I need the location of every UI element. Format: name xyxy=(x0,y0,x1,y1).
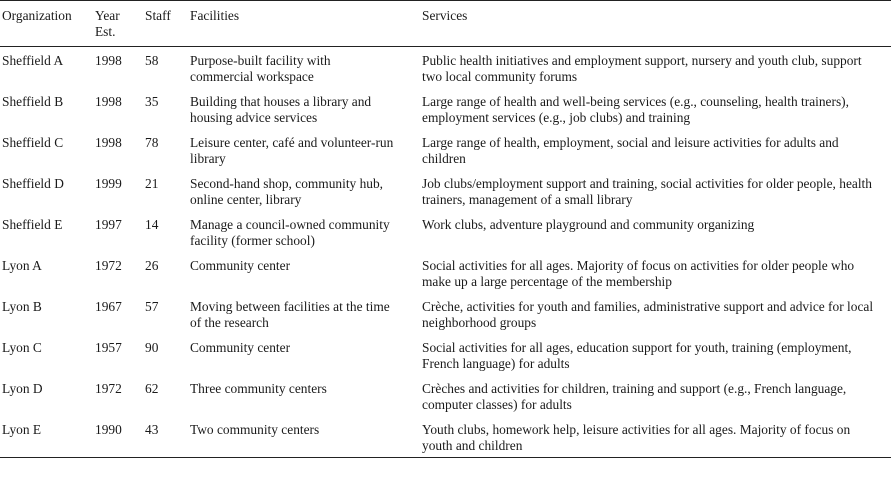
cell-services: Job clubs/employment support and training, social activities for older people, health trainers, management of a small library xyxy=(422,176,872,207)
cell-staff: 57 xyxy=(145,299,159,314)
cell-organization: Sheffield C xyxy=(2,135,64,150)
cell-year: 1997 xyxy=(95,217,122,232)
cell-year: 1972 xyxy=(95,381,122,396)
header-year: Year Est. xyxy=(95,8,120,39)
cell-organization: Lyon A xyxy=(2,258,42,273)
cell-facilities: Moving between facilities at the time of the research xyxy=(190,299,390,330)
cell-facilities: Community center xyxy=(190,258,291,273)
cell-services: Youth clubs, homework help, leisure activities for all ages. Majority of focus on youth and children xyxy=(422,422,851,453)
cell-services: Work clubs, adventure playground and community organizing xyxy=(422,217,755,232)
cell-organization: Sheffield A xyxy=(2,53,64,68)
cell-staff: 14 xyxy=(145,217,159,232)
header-services: Services xyxy=(422,8,468,23)
cell-organization: Lyon D xyxy=(2,381,43,396)
cell-staff: 62 xyxy=(145,381,159,396)
cell-organization: Lyon E xyxy=(2,422,42,437)
header-staff: Staff xyxy=(145,8,171,23)
table-row xyxy=(0,88,891,129)
cell-facilities: Two community centers xyxy=(190,422,320,437)
header-organization: Organization xyxy=(2,8,72,23)
table-row xyxy=(0,129,891,170)
cell-year: 1990 xyxy=(95,422,122,437)
cell-year: 1999 xyxy=(95,176,122,191)
cell-facilities: Manage a council-owned community facility (former school) xyxy=(190,217,390,248)
cell-staff: 21 xyxy=(145,176,159,191)
cell-year: 1972 xyxy=(95,258,122,273)
cell-staff: 58 xyxy=(145,53,159,68)
cell-facilities: Building that houses a library and housing advice services xyxy=(190,94,372,125)
table-row xyxy=(0,293,891,334)
cell-services: Social activities for all ages. Majority of focus on activities for older people who make up a large percentage of the membership xyxy=(422,258,855,289)
cell-year: 1998 xyxy=(95,53,122,68)
cell-services: Crèches and activities for children, training and support (e.g., French language, computer classes) for adults xyxy=(422,381,847,412)
table-row xyxy=(0,47,891,89)
cell-staff: 43 xyxy=(145,422,159,437)
cell-services: Large range of health and well-being services (e.g., counseling, health trainers), employment services (e.g., job clubs) and training xyxy=(422,94,849,125)
cell-facilities: Purpose-built facility with commercial workspace xyxy=(190,53,331,84)
cell-staff: 26 xyxy=(145,258,159,273)
cell-staff: 78 xyxy=(145,135,159,150)
cell-organization: Sheffield D xyxy=(2,176,64,191)
table-row xyxy=(0,334,891,375)
cell-year: 1998 xyxy=(95,135,122,150)
cell-year: 1998 xyxy=(95,94,122,109)
table-row xyxy=(0,252,891,293)
header-facilities: Facilities xyxy=(190,8,240,23)
cell-services: Crèche, activities for youth and families, administrative support and advice for local neighborhood groups xyxy=(422,299,874,330)
cell-services: Large range of health, employment, social and leisure activities for adults and children xyxy=(422,135,839,166)
cell-year: 1967 xyxy=(95,299,122,314)
cell-facilities: Three community centers xyxy=(190,381,327,396)
table-row xyxy=(0,211,891,252)
cell-year: 1957 xyxy=(95,340,122,355)
cell-organization: Lyon C xyxy=(2,340,42,355)
table-row xyxy=(0,416,891,458)
cell-facilities: Community center xyxy=(190,340,291,355)
cell-facilities: Second-hand shop, community hub, online center, library xyxy=(190,176,384,207)
cell-organization: Lyon B xyxy=(2,299,42,314)
cell-staff: 35 xyxy=(145,94,159,109)
cell-staff: 90 xyxy=(145,340,159,355)
cell-organization: Sheffield E xyxy=(2,217,63,232)
header-row xyxy=(0,1,891,47)
table-row xyxy=(0,170,891,211)
table-row xyxy=(0,375,891,416)
cell-facilities: Leisure center, café and volunteer-run library xyxy=(190,135,394,166)
cell-services: Social activities for all ages, education support for youth, training (employment, French language) for adults xyxy=(422,340,852,371)
cell-services: Public health initiatives and employment support, nursery and youth club, support two local community forums xyxy=(422,53,862,84)
cell-organization: Sheffield B xyxy=(2,94,64,109)
